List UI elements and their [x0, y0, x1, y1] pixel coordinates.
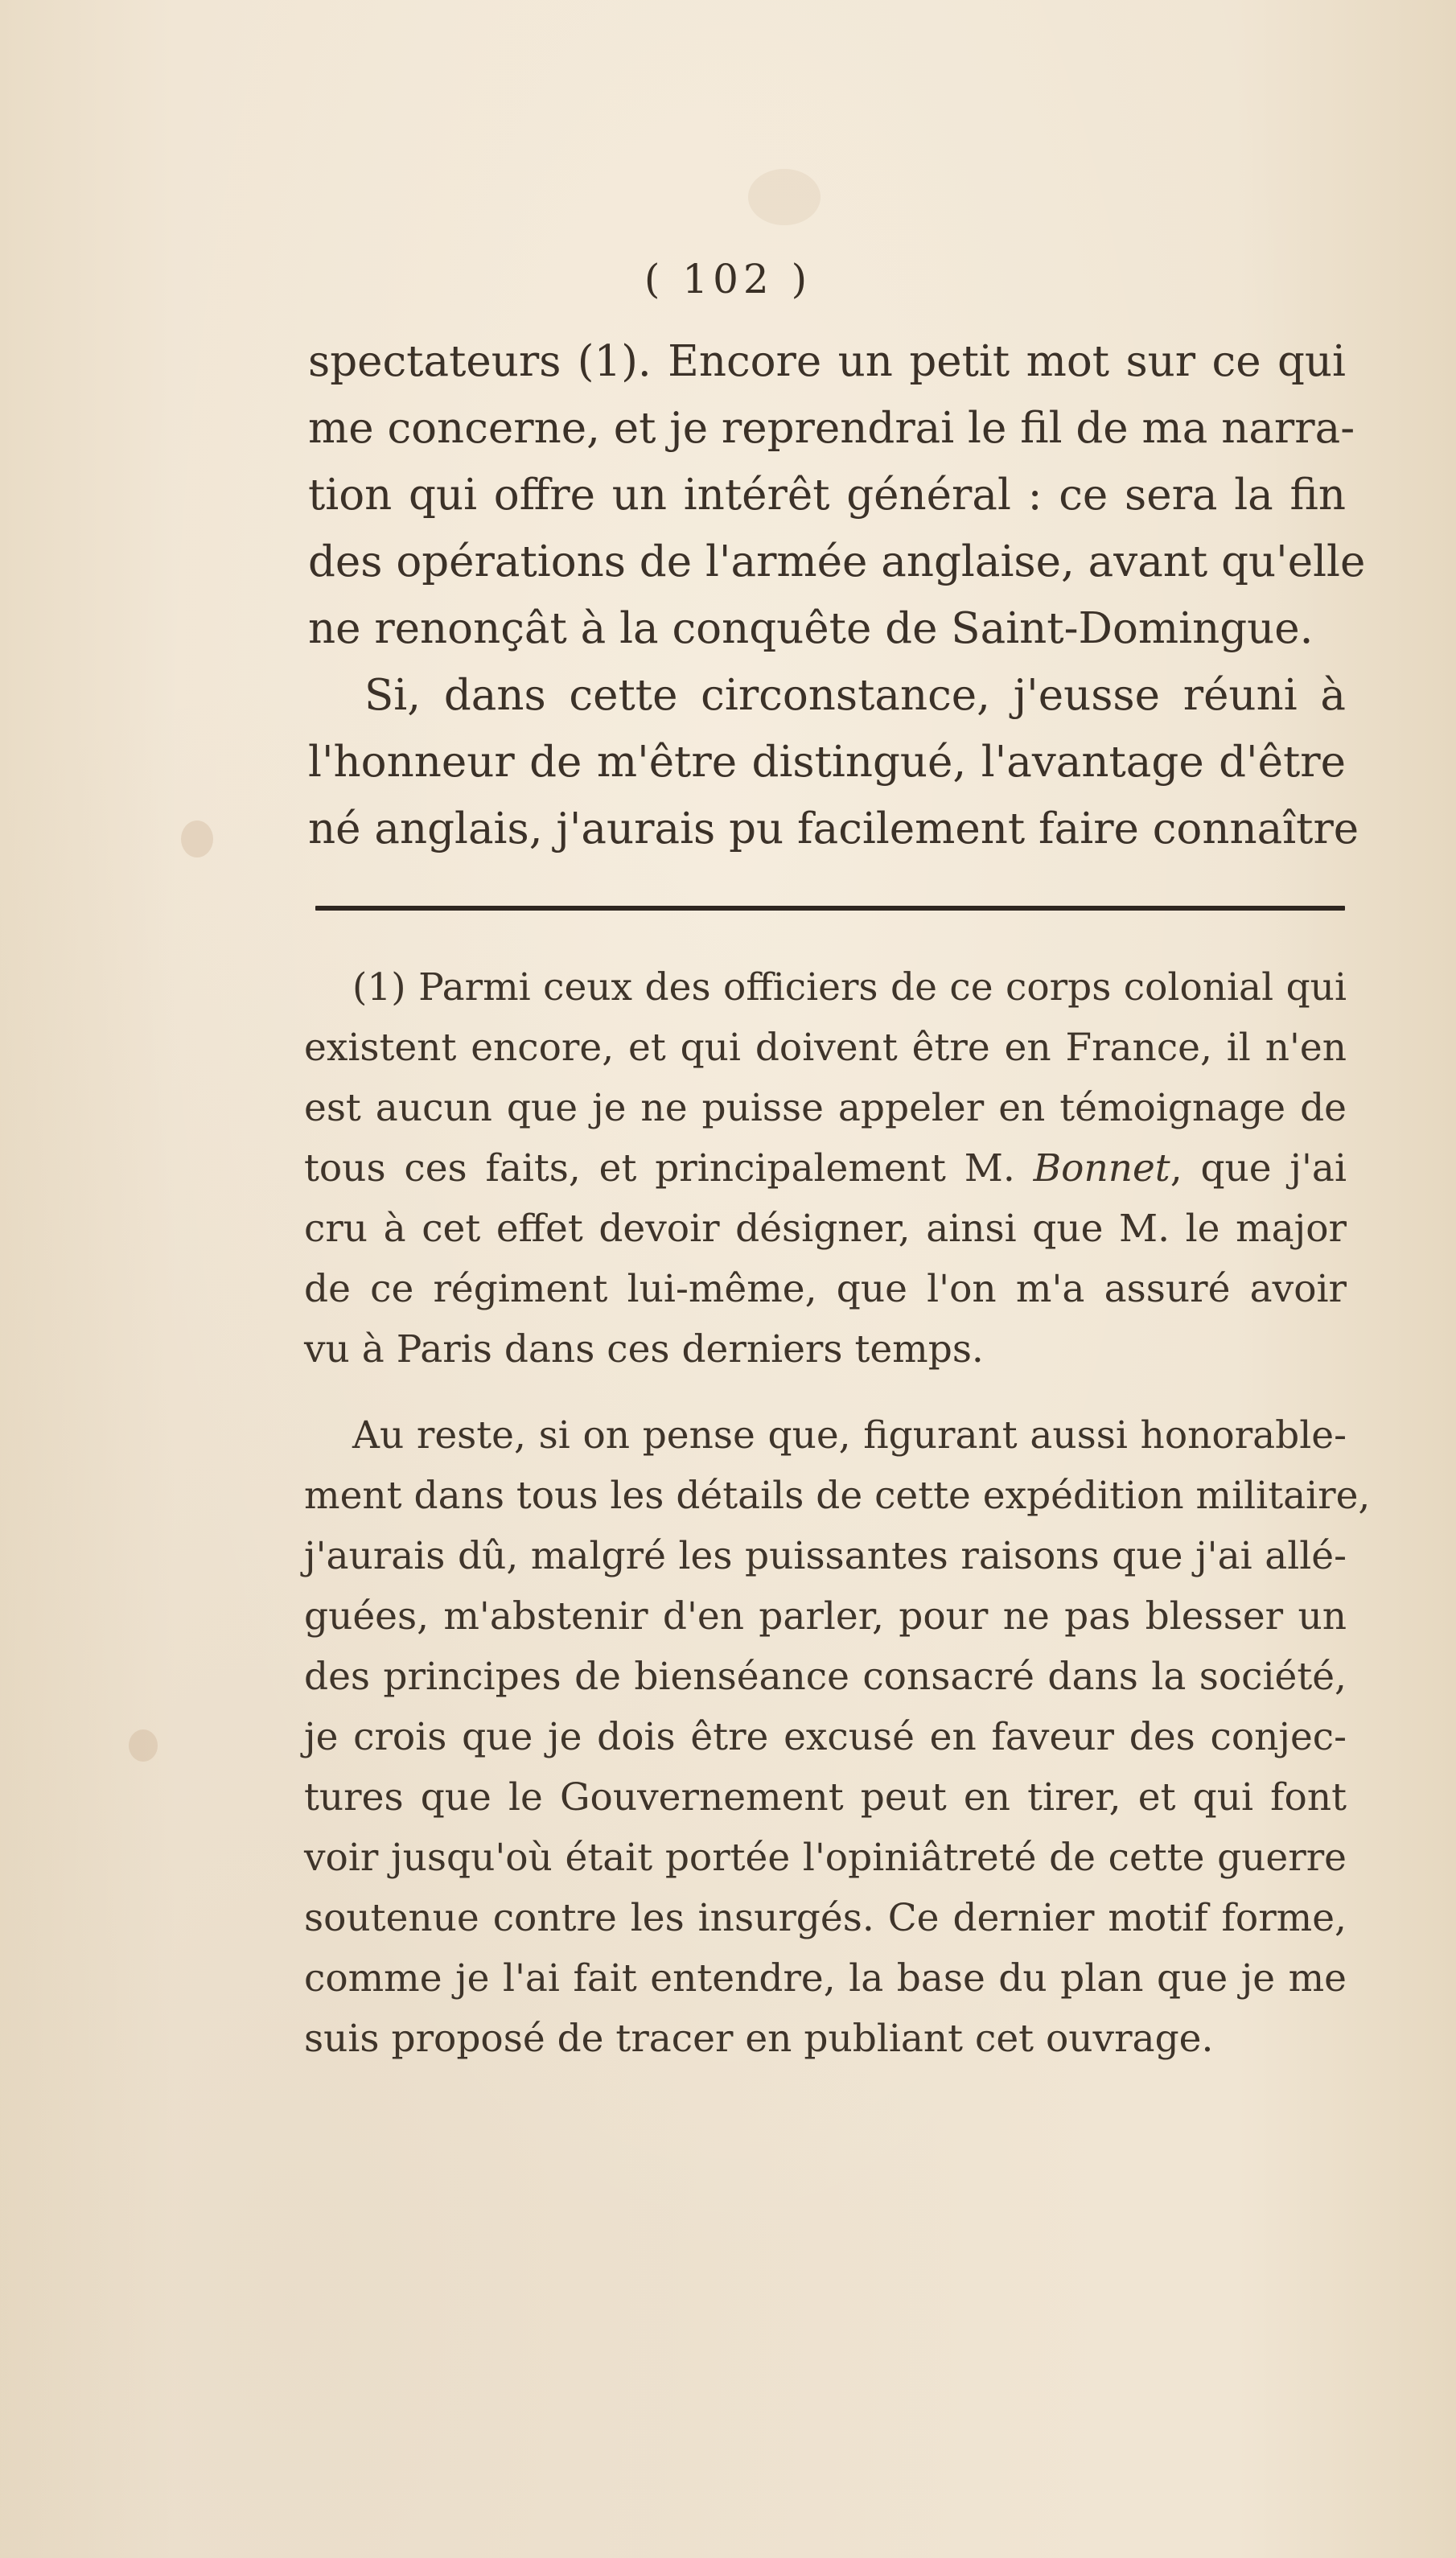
footnote-line: voir jusqu'où était portée l'opiniâtreté de cette guerre	[304, 1836, 1347, 1880]
footnote-line: soutenue contre les insurgés. Ce dernier motif forme,	[304, 1896, 1347, 1940]
footnote-text: tous ces faits, et principalement M.	[304, 1146, 1015, 1191]
text-line: ne renonçât à la conquête de Saint-Domingue.	[308, 604, 1314, 653]
paper-stain	[181, 820, 213, 857]
text-line: l'honneur de m'être distingué, l'avantage d'être	[308, 738, 1346, 787]
text-line: tion qui offre un intérêt général : ce sera la fin	[308, 471, 1346, 520]
footnote	[304, 957, 1347, 1380]
footnote-line: j'aurais dû, malgré les puissantes raisons que j'ai allé-	[304, 1534, 1347, 1578]
footnote-line: des principes de bienséance consacré dans la société,	[304, 1655, 1347, 1699]
footnote-line: ment dans tous les détails de cette expédition militaire,	[304, 1474, 1371, 1518]
footnote-text: , que j'ai	[1170, 1146, 1347, 1191]
footnote-name: Bonnet	[1033, 1146, 1170, 1191]
footnote-continuation	[304, 1405, 1371, 2069]
footnote-line: tures que le Gouvernement peut en tirer, et qui font	[304, 1775, 1347, 1820]
footnote-line: Au reste, si on pense que, figurant aussi honorable-	[352, 1413, 1347, 1458]
footnote-line	[304, 1138, 1347, 1199]
footnote-line: vu à Paris dans ces derniers temps.	[304, 1327, 984, 1372]
footnote-line: existent encore, et qui doivent être en France, il n'en	[304, 1026, 1347, 1070]
text-line: Si, dans cette circonstance, j'eusse réuni à	[364, 671, 1346, 720]
footnote-line: suis proposé de tracer en publiant cet ouvrage.	[304, 2017, 1214, 2061]
footnote-line: cru à cet effet devoir désigner, ainsi que M. le major	[304, 1207, 1347, 1251]
text-line: des opérations de l'armée anglaise, avant qu'elle	[308, 537, 1366, 586]
paper-stain	[129, 1729, 158, 1762]
text-line: me concerne, et je reprendrai le fil de ma narra-	[308, 404, 1355, 453]
main-text	[308, 328, 1366, 862]
page-number: ( 102 )	[644, 256, 812, 302]
footnote-separator	[315, 906, 1345, 911]
footnote-line: comme je l'ai fait entendre, la base du plan que je me	[304, 1956, 1347, 2001]
text-line: né anglais, j'aurais pu facilement faire connaître	[308, 804, 1359, 853]
footnote-line: (1) Parmi ceux des officiers de ce corps colonial qui	[352, 965, 1347, 1010]
paper-stain	[748, 169, 821, 225]
footnote-line: de ce régiment lui-même, que l'on m'a assuré avoir	[304, 1267, 1347, 1311]
footnote-line: est aucun que je ne puisse appeler en témoignage de	[304, 1086, 1347, 1130]
footnote-line: guées, m'abstenir d'en parler, pour ne pas blesser un	[304, 1594, 1347, 1639]
footnote-line: je crois que je dois être excusé en faveur des conjec-	[304, 1715, 1347, 1759]
text-line: spectateurs (1). Encore un petit mot sur ce qui	[308, 337, 1346, 386]
